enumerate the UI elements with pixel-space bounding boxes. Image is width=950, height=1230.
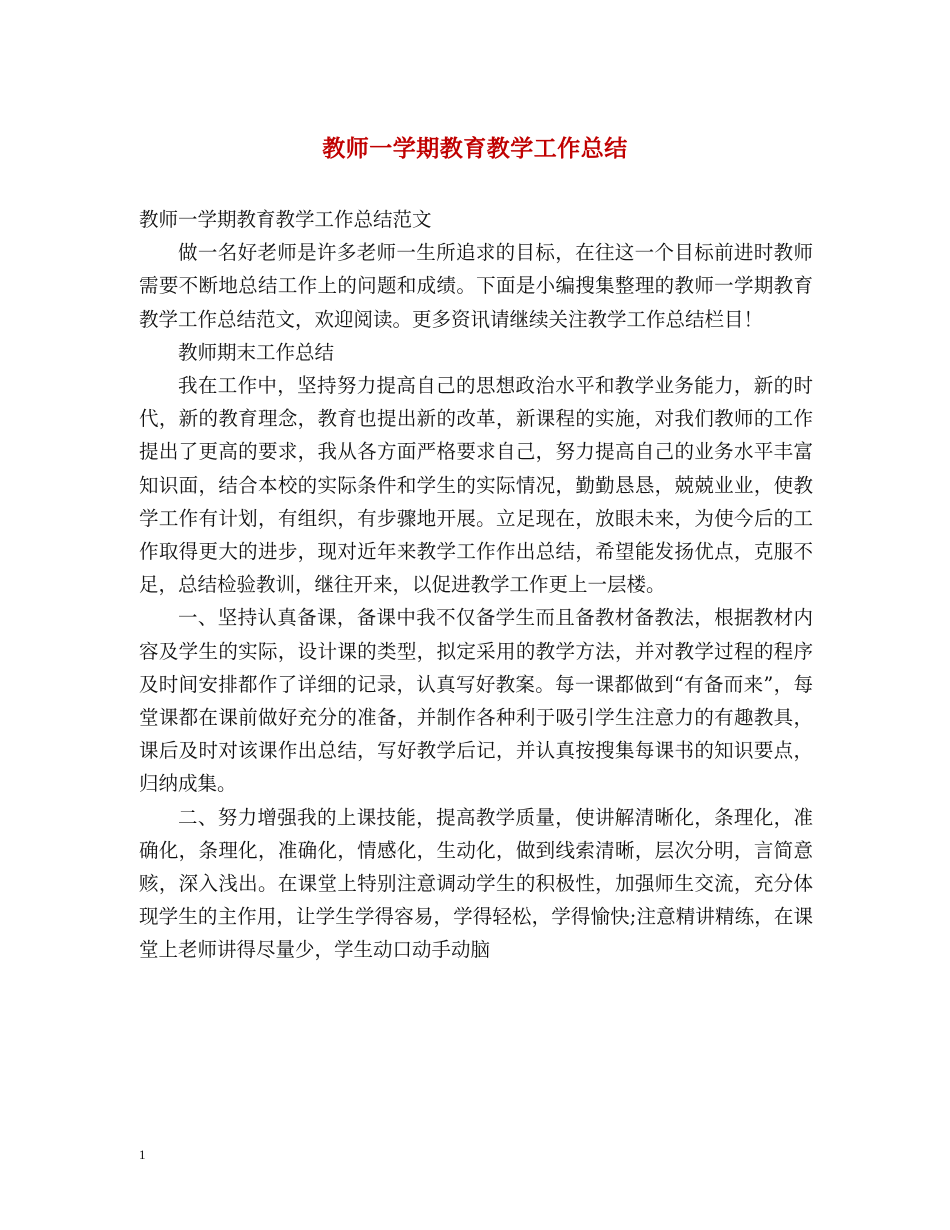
section-heading: 教师期末工作总结 xyxy=(178,340,335,364)
paragraph-point-one: 一、坚持认真备课，备课中我不仅备学生而且备教材备教法，根据教材内容及学生的实际，设计课的类型，拟定采用的教学方法，并对教学过程的程序及时间安排都作了详细的记录，认真写好教案。每一课都做到“有备而来”，每堂课都在课前做好充分的准备，并制作各种利于吸引学生注意力的有趣教具，课后及时对该课作出总结，写好教学后记，并认真按搜集每课书的知识要点，归纳成集。 xyxy=(139,606,813,796)
paragraph-intro: 做一名好老师是许多老师一生所追求的目标，在往这一个目标前进时教师需要不断地总结工作上的问题和成绩。下面是小编搜集整理的教师一学期教育教学工作总结范文，欢迎阅读。更多资讯请继续关注教学工作总结栏目！ xyxy=(139,241,813,331)
document-body xyxy=(139,203,813,967)
document-title: 教师一学期教育教学工作总结 xyxy=(322,136,628,162)
page-number: 1 xyxy=(139,1147,146,1162)
document-subtitle: 教师一学期教育教学工作总结范文 xyxy=(139,208,432,231)
paragraph-summary: 我在工作中，坚持努力提高自己的思想政治水平和教学业务能力，新的时代，新的教育理念，教育也提出新的改革，新课程的实施，对我们教师的工作提出了更高的要求，我从各方面严格要求自己，努力提高自己的业务水平丰富知识面，结合本校的实际条件和学生的实际情况，勤勤恳恳，兢兢业业，使教学工作有计划，有组织，有步骤地开展。立足现在，放眼未来，为使今后的工作取得更大的进步，现对近年来教学工作作出总结，希望能发扬优点，克服不足，总结检验教训，继往开来，以促进教学工作更上一层楼。 xyxy=(139,374,813,597)
paragraph-point-two: 二、努力增强我的上课技能，提高教学质量，使讲解清晰化，条理化，准确化，条理化，准确化，情感化，生动化，做到线索清晰，层次分明，言简意赅，深入浅出。在课堂上特别注意调动学生的积极性，加强师生交流，充分体现学生的主作用，让学生学得容易，学得轻松，学得愉快;注意精讲精练，在课堂上老师讲得尽量少，学生动口动手动脑 xyxy=(139,805,813,962)
